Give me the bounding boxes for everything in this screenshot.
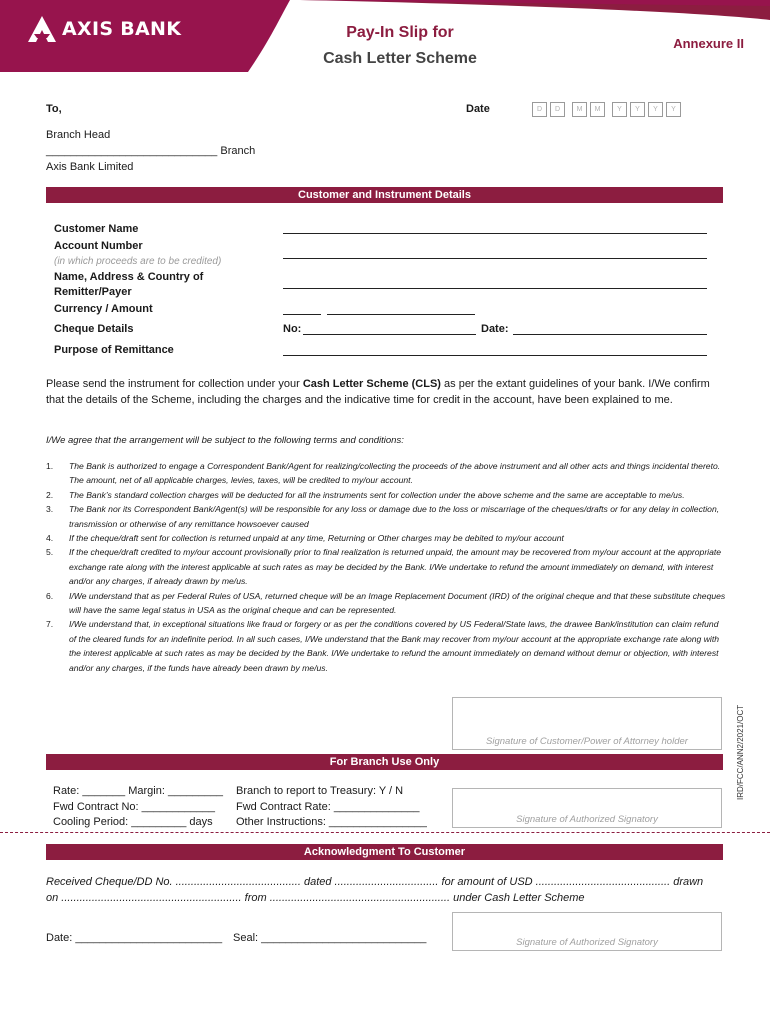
customer-signature-caption: Signature of Customer/Power of Attorney holder (486, 736, 688, 747)
ack-signatory-box[interactable] (452, 912, 722, 951)
term-item (46, 502, 726, 531)
term-item (46, 488, 726, 502)
term-text: The Bank’s standard collection charges will be deducted for all the instruments sent for collection under the above scheme and the same are acceptable to me/us. (69, 489, 685, 500)
terms-list (46, 459, 726, 675)
term-number: 7. (46, 619, 54, 630)
reference-code: IRD/FCC/ANN2/2021/OCT (736, 704, 745, 800)
cheque-date-field[interactable] (513, 334, 707, 335)
annexure-label: Annexure II (673, 36, 744, 51)
account-number-hint: (in which proceeds are to be credited) (54, 256, 222, 267)
ack-seal-field[interactable]: Seal: ___________________________ (233, 932, 427, 944)
ack-signatory-caption: Signature of Authorized Signatory (516, 937, 658, 948)
term-number: 1. (46, 461, 54, 471)
branch-signatory-box[interactable] (452, 788, 722, 828)
scheme-name: Cash Letter Scheme (CLS) (302, 378, 441, 390)
page-subtitle: Cash Letter Scheme (323, 50, 477, 67)
header (0, 0, 770, 72)
currency-field[interactable] (283, 314, 321, 315)
date-box-m2[interactable]: M (590, 102, 605, 117)
term-item (46, 531, 726, 545)
term-number: 4. (46, 533, 54, 544)
term-item (46, 545, 726, 588)
customer-section-header: Customer and Instrument Details (46, 187, 723, 203)
term-number: 5. (46, 547, 54, 558)
date-box-y3[interactable]: Y (648, 102, 663, 117)
cheque-no-field[interactable] (303, 334, 476, 335)
date-box-y4[interactable]: Y (666, 102, 681, 117)
treasury-report-field[interactable]: Branch to report to Treasury: Y / N (236, 785, 404, 797)
account-number-field[interactable] (283, 258, 707, 259)
to-label: To, (46, 103, 62, 115)
term-item (46, 589, 726, 618)
declaration-part-1: Please send the instrument for collection under your (46, 378, 303, 390)
remitter-field[interactable] (283, 288, 707, 289)
term-number: 3. (46, 504, 54, 515)
cooling-period-field[interactable]: Cooling Period: _________ days (53, 816, 213, 828)
cheque-details-label: Cheque Details (54, 323, 134, 335)
date-box-y2[interactable]: Y (630, 102, 645, 117)
cheque-date-label: Date: (481, 323, 509, 335)
date-box-y1[interactable]: Y (612, 102, 627, 117)
address-line-1: Branch Head (46, 129, 111, 141)
cheque-no-label: No: (283, 323, 302, 335)
purpose-field[interactable] (283, 355, 707, 356)
account-number-label: Account Number (54, 240, 143, 252)
branch-signatory-caption: Signature of Authorized Signatory (516, 814, 658, 825)
date-label: Date (466, 103, 490, 115)
amount-field[interactable] (327, 314, 475, 315)
cut-line (0, 832, 770, 833)
term-text: The Bank is authorized to engage a Correspondent Bank/Agent for realizing/collecting the proceeds of the above instrument and all other acts and things incidental thereto. The amount, net of all applicable charges, levies, taxes, will be credited to my/our account. (69, 461, 721, 486)
date-box-d1[interactable]: D (532, 102, 547, 117)
address-line-2[interactable]: ____________________________ Branch (46, 145, 256, 157)
customer-name-field[interactable] (283, 233, 707, 234)
currency-amount-label: Currency / Amount (54, 303, 153, 315)
ack-line-2[interactable]: on ........................................................... from ........................................................... under Cash Letter Scheme (46, 892, 585, 904)
remitter-label-line-1: Name, Address & Country of (54, 271, 204, 283)
term-item (46, 459, 726, 488)
bank-name: AXIS BANK (62, 18, 182, 40)
declaration-paragraph (46, 376, 724, 408)
bank-logo (28, 16, 181, 42)
term-number: 6. (46, 590, 54, 601)
page-title: Pay-In Slip for (346, 24, 454, 41)
term-text: If the cheque/draft credited to my/our account provisionally prior to final realization is returned unpaid, the amount may be recovered from my/our account at the appropriate exchange rate along with the interest applicable at such rates as may be decided by the Bank. I/We undertake to refund the amount immediately on demand, with interest and/or any charges, if already drawn by me/us. (69, 547, 722, 587)
customer-signature-box[interactable] (452, 697, 722, 750)
term-number: 2. (46, 489, 54, 500)
branch-section-header: For Branch Use Only (46, 754, 723, 770)
fwd-contract-no-field[interactable]: Fwd Contract No: ____________ (53, 801, 216, 813)
term-text: The Bank nor its Correspondent Bank/Agent(s) will be responsible for any loss or damage due to the loss or miscarriage of the cheques/drafts or for any delay in collection, transmission or otherwise of any remittance howsoever caused (69, 504, 720, 529)
term-text: I/We understand that as per Federal Rules of USA, returned cheque will be an Image Replacement Document (IRD) of the original cheque and that these substitute cheques will have the same legal status in USA as the original cheque and can be represented. (69, 590, 726, 616)
ack-section-header: Acknowledgment To Customer (46, 844, 723, 860)
remitter-label-line-2: Remitter/Payer (54, 286, 132, 298)
customer-name-label: Customer Name (54, 223, 139, 235)
date-boxes (532, 102, 684, 117)
purpose-label: Purpose of Remittance (54, 344, 174, 356)
other-instructions-field[interactable]: Other Instructions: ________________ (236, 816, 427, 828)
rate-margin-field[interactable]: Rate: _______ Margin: _________ (53, 785, 224, 797)
term-text: If the cheque/draft sent for collection is returned unpaid at any time, Returning or Other charges may be debited to my/our account (69, 533, 564, 544)
date-box-d2[interactable]: D (550, 102, 565, 117)
address-line-3: Axis Bank Limited (46, 161, 134, 173)
declaration-part-2: as per the extant guidelines of your bank. I/We confirm that the details of the Scheme, including the charges and the indicative time for credit in the account, have been explained to me. (46, 378, 710, 406)
term-item (46, 617, 726, 675)
axis-logo-icon (28, 16, 56, 42)
ack-line-1[interactable]: Received Cheque/DD No. ......................................... dated .................................. for amount of USD ............................................ drawn (46, 876, 704, 888)
term-text: I/We understand that, in exceptional situations like fraud or forgery or as per the conditions covered by US Federal/State laws, the drawee Bank/institution can claim refund of the cleared funds for an indefinite period. In all such cases, I/We understand that the Bank may recover from my/our account at the appropriate exchange rate along with the interest applicable at such rates as may be decided by the Bank. I/We undertake to refund the amount immediately on demand without demur or objection, with interest and/or any charges, if the funds have already been drawn by me/us. (69, 619, 719, 673)
terms-intro: I/We agree that the arrangement will be subject to the following terms and conditions: (46, 435, 404, 446)
fwd-contract-rate-field[interactable]: Fwd Contract Rate: ______________ (236, 801, 420, 813)
ack-date-field[interactable]: Date: ________________________ (46, 932, 223, 944)
date-box-m1[interactable]: M (572, 102, 587, 117)
